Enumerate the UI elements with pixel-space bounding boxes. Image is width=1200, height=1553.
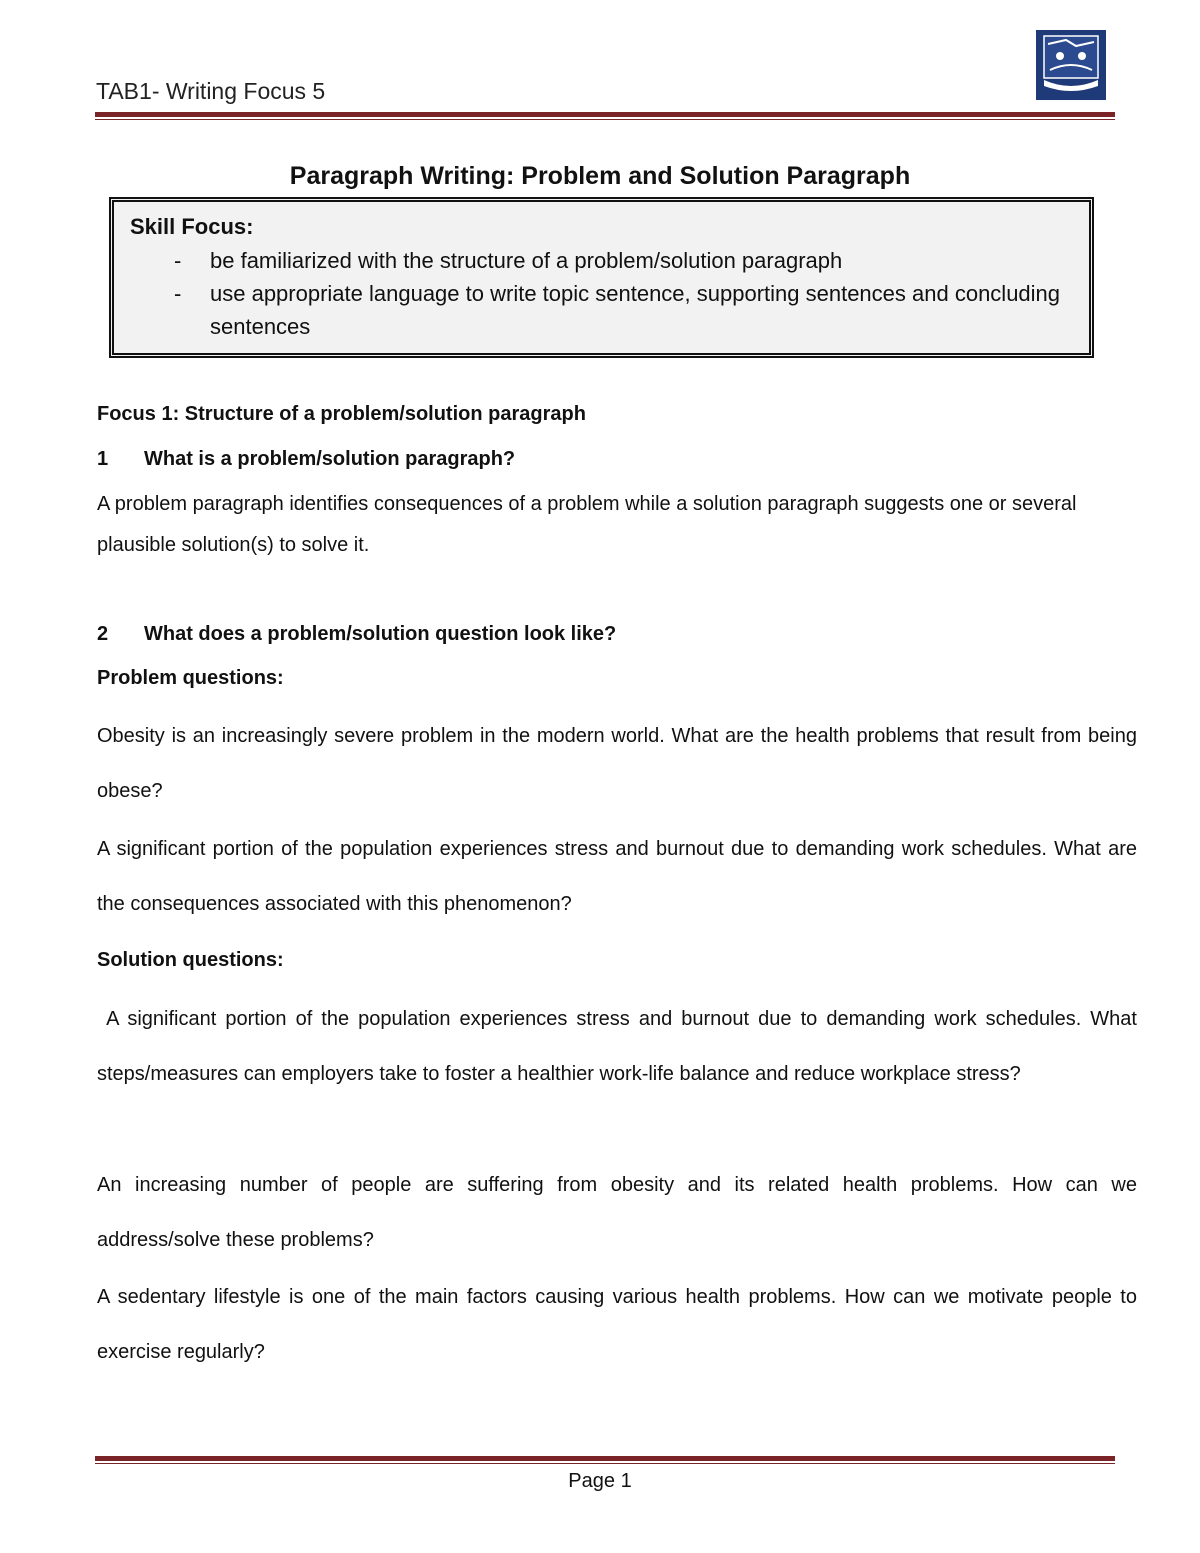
skill-focus-item: - use appropriate language to write topic sentence, supporting sentences and concluding sentences [174,281,1061,339]
question-2-heading [97,623,1137,646]
question-1-answer: A problem paragraph identifies consequences of a problem while a solution paragraph suggests one or several plausible solution(s) to solve it. [97,493,1077,556]
header-rule [95,112,1115,120]
question-text: What is a problem/solution paragraph? [144,448,516,470]
page-number: Page 1 [568,1470,632,1492]
question-number: 1 [97,448,109,470]
document-title: Paragraph Writing: Problem and Solution Paragraph [289,162,911,190]
solution-question: A significant portion of the population experiences stress and burnout due to demanding work schedules. What steps/measures can employers take to foster a healthier work-life balance and reduce workplace stress? [97,1008,1143,1085]
skill-focus-list [130,244,1073,343]
solution-question: A sedentary lifestyle is one of the main factors causing various health problems. How can we motivate people to exercise regularly? [97,1286,1137,1363]
university-crest-logo [1036,30,1106,100]
problem-question: A significant portion of the population experiences stress and burnout due to demanding work schedules. What are the consequences associated with this phenomenon? [97,838,1137,915]
skill-focus-box [109,197,1094,358]
footer-rule [95,1456,1115,1464]
solution-question: An increasing number of people are suffering from obesity and its related health problems. How can we address/solve these problems? [97,1174,1137,1251]
problem-question: Obesity is an increasingly severe problem in the modern world. What are the health problems that result from being obese? [97,725,1137,802]
page-header-title: TAB1- Writing Focus 5 [96,78,326,104]
question-text: What does a problem/solution question look like? [144,623,617,645]
solution-questions-heading: Solution questions: [97,949,284,971]
question-1-heading [97,448,1137,471]
problem-questions-heading: Problem questions: [97,667,284,689]
skill-focus-item: - be familiarized with the structure of a problem/solution paragraph [174,248,843,273]
skill-focus-heading: Skill Focus: [130,214,254,239]
focus1-heading: Focus 1: Structure of a problem/solution paragraph [97,403,586,425]
question-number: 2 [97,623,109,645]
